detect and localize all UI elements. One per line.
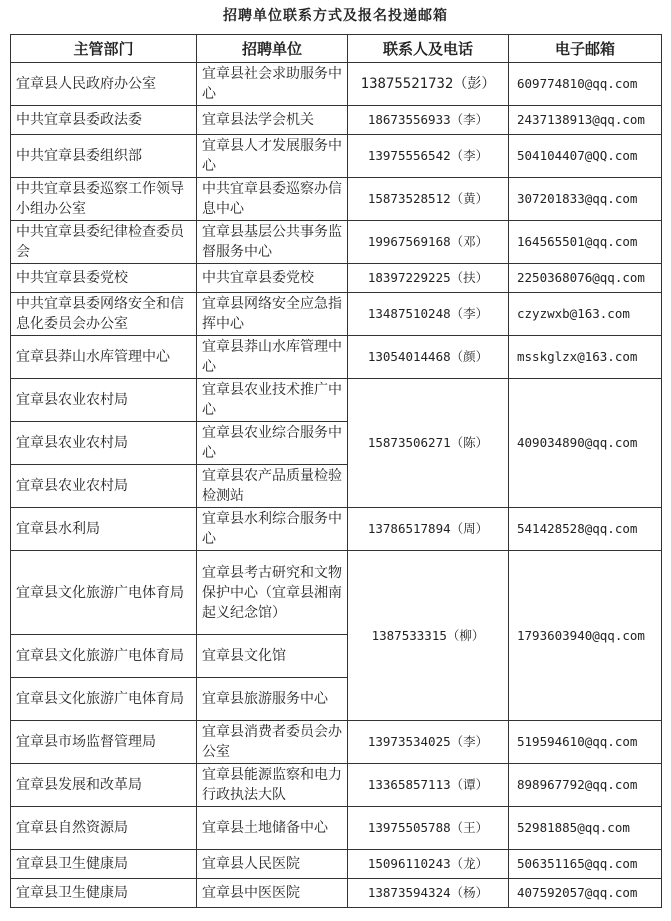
- header-email: 电子邮箱: [509, 35, 662, 63]
- table-row: [11, 879, 662, 908]
- unit-cell: 宜章县文化馆: [197, 635, 348, 678]
- email-cell: 1793603940@qq.com: [509, 551, 662, 721]
- email-cell: 506351165@qq.com: [509, 850, 662, 879]
- contact-cell: 13875521732（彭）: [348, 63, 509, 106]
- dept-cell: 宜章县人民政府办公室: [11, 63, 197, 106]
- dept-cell: 宜章县水利局: [11, 508, 197, 551]
- unit-cell: 宜章县能源监察和电力行政执法大队: [197, 764, 348, 807]
- email-cell: 307201833@qq.com: [509, 178, 662, 221]
- table-row: [11, 508, 662, 551]
- email-cell: 504104407@QQ.com: [509, 135, 662, 178]
- dept-cell: 宜章县文化旅游广电体育局: [11, 551, 197, 635]
- dept-cell: 宜章县农业农村局: [11, 422, 197, 465]
- unit-cell: 宜章县消费者委员会办公室: [197, 721, 348, 764]
- email-cell: 164565501@qq.com: [509, 221, 662, 264]
- contact-cell: 13975556542（李）: [348, 135, 509, 178]
- dept-cell: 中共宜章县委纪律检查委员会: [11, 221, 197, 264]
- unit-cell: 宜章县法学会机关: [197, 106, 348, 135]
- table-row: [11, 807, 662, 850]
- email-cell: 609774810@qq.com: [509, 63, 662, 106]
- table-row: [11, 850, 662, 879]
- table-row: [11, 106, 662, 135]
- dept-cell: 宜章县莽山水库管理中心: [11, 336, 197, 379]
- contact-cell: 13973534025（李）: [348, 721, 509, 764]
- table-row: [11, 135, 662, 178]
- unit-cell: 宜章县基层公共事务监督服务中心: [197, 221, 348, 264]
- page-title: 招聘单位联系方式及报名投递邮箱: [223, 8, 448, 24]
- dept-cell: 中共宜章县委党校: [11, 264, 197, 293]
- contact-cell: 13786517894（周）: [348, 508, 509, 551]
- table-row: [11, 293, 662, 336]
- unit-cell: 宜章县中医医院: [197, 879, 348, 908]
- unit-cell: 宜章县水利综合服务中心: [197, 508, 348, 551]
- unit-cell: 宜章县网络安全应急指挥中心: [197, 293, 348, 336]
- email-cell: 541428528@qq.com: [509, 508, 662, 551]
- unit-cell: 宜章县人民医院: [197, 850, 348, 879]
- contact-cell: 15873528512（黄）: [348, 178, 509, 221]
- unit-cell: 宜章县农业技术推广中心: [197, 379, 348, 422]
- email-cell: 409034890@qq.com: [509, 379, 662, 508]
- table-header-row: [11, 35, 662, 63]
- unit-cell: 宜章县旅游服务中心: [197, 678, 348, 721]
- contact-cell: 13487510248（李）: [348, 293, 509, 336]
- dept-cell: 中共宜章县委政法委: [11, 106, 197, 135]
- dept-cell: 中共宜章县委组织部: [11, 135, 197, 178]
- unit-cell: 宜章县土地储备中心: [197, 807, 348, 850]
- header-contact: 联系人及电话: [348, 35, 509, 63]
- table-row: [11, 221, 662, 264]
- table-row: [11, 336, 662, 379]
- contact-cell: 19967569168（邓）: [348, 221, 509, 264]
- table-row: [11, 551, 662, 635]
- table-row: [11, 764, 662, 807]
- unit-cell: 宜章县农产品质量检验检测站: [197, 465, 348, 508]
- unit-cell: 宜章县人才发展服务中心: [197, 135, 348, 178]
- email-cell: 519594610@qq.com: [509, 721, 662, 764]
- contact-cell: 13365857113（谭）: [348, 764, 509, 807]
- email-cell: czyzwxb@163.com: [509, 293, 662, 336]
- dept-cell: 宜章县自然资源局: [11, 807, 197, 850]
- email-cell: 52981885@qq.com: [509, 807, 662, 850]
- dept-cell: 宜章县文化旅游广电体育局: [11, 635, 197, 678]
- dept-cell: 宜章县市场监督管理局: [11, 721, 197, 764]
- table-row: [11, 379, 662, 422]
- dept-cell: 中共宜章县委网络安全和信息化委员会办公室: [11, 293, 197, 336]
- dept-cell: 宜章县卫生健康局: [11, 850, 197, 879]
- contact-cell: 13975505788（王）: [348, 807, 509, 850]
- contact-cell: 13873594324（杨）: [348, 879, 509, 908]
- email-cell: 898967792@qq.com: [509, 764, 662, 807]
- email-cell: 2437138913@qq.com: [509, 106, 662, 135]
- contact-cell: 13054014468（颜）: [348, 336, 509, 379]
- unit-cell: 中共宜章县委党校: [197, 264, 348, 293]
- dept-cell: 宜章县卫生健康局: [11, 879, 197, 908]
- dept-cell: 宜章县农业农村局: [11, 379, 197, 422]
- table-row: [11, 264, 662, 293]
- email-cell: 2250368076@qq.com: [509, 264, 662, 293]
- contact-cell: 15096110243（龙）: [348, 850, 509, 879]
- unit-cell: 宜章县农业综合服务中心: [197, 422, 348, 465]
- email-cell: 407592057@qq.com: [509, 879, 662, 908]
- dept-cell: 宜章县发展和改革局: [11, 764, 197, 807]
- contact-cell: 15873506271（陈）: [348, 379, 509, 508]
- unit-cell: 宜章县社会求助服务中心: [197, 63, 348, 106]
- email-cell: msskglzx@163.com: [509, 336, 662, 379]
- dept-cell: 宜章县农业农村局: [11, 465, 197, 508]
- header-dept: 主管部门: [11, 35, 197, 63]
- dept-cell: 宜章县文化旅游广电体育局: [11, 678, 197, 721]
- contact-cell: 18397229225（扶）: [348, 264, 509, 293]
- contact-cell: 18673556933（李）: [348, 106, 509, 135]
- table-row: [11, 178, 662, 221]
- table-row: [11, 721, 662, 764]
- unit-cell: 宜章县考古研究和文物保护中心（宜章县湘南起义纪念馆）: [197, 551, 348, 635]
- unit-cell: 中共宜章县委巡察办信息中心: [197, 178, 348, 221]
- dept-cell: 中共宜章县委巡察工作领导小组办公室: [11, 178, 197, 221]
- contact-cell: 1387533315（柳）: [348, 551, 509, 721]
- unit-cell: 宜章县莽山水库管理中心: [197, 336, 348, 379]
- header-unit: 招聘单位: [197, 35, 348, 63]
- contact-table: [10, 34, 662, 908]
- table-row: [11, 63, 662, 106]
